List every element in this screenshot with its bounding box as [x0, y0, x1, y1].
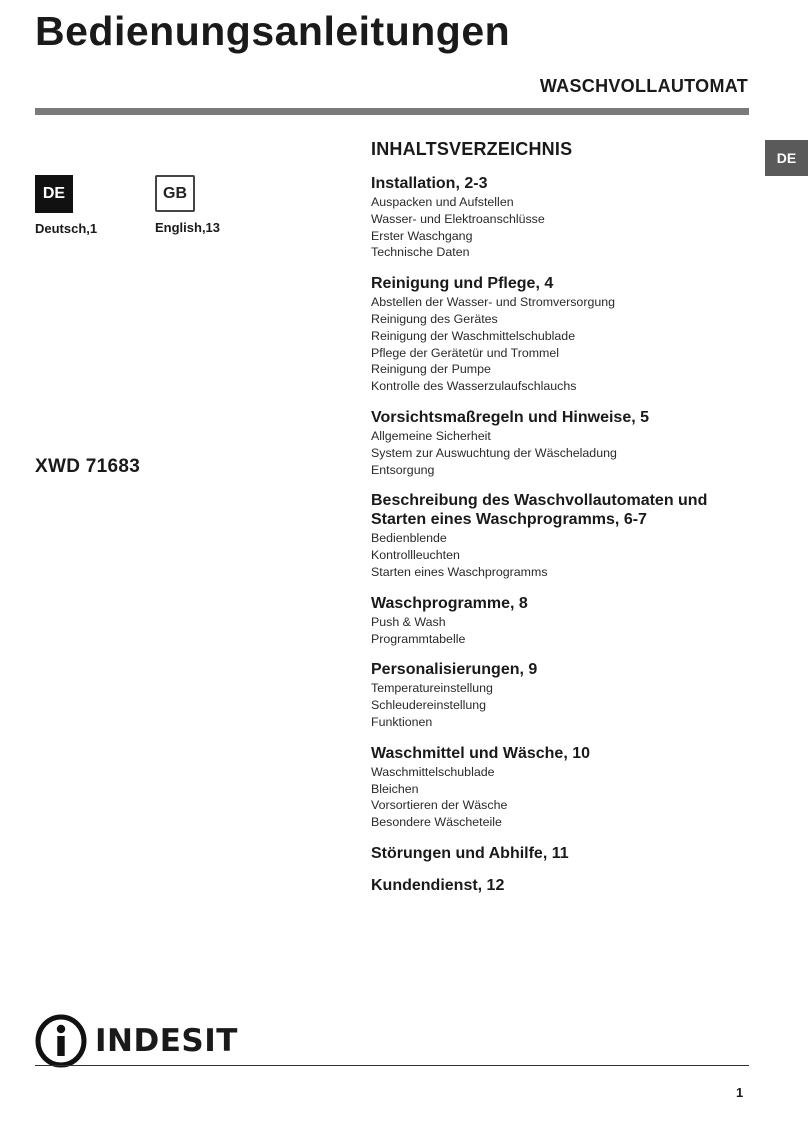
toc-section	[371, 594, 751, 648]
language-de-badge: DE	[35, 175, 73, 213]
toc-item[interactable]: Schleudereinstellung	[371, 698, 487, 713]
toc-section-title[interactable]: Beschreibung des Waschvollautomaten und Starten eines Waschprogramms, 6-7	[371, 492, 708, 529]
toc-section-title[interactable]: Waschprogramme, 8	[371, 594, 528, 612]
toc-item[interactable]: Erster Waschgang	[371, 228, 473, 243]
toc-item[interactable]: Abstellen der Wasser- und Stromversorgung	[371, 295, 616, 310]
toc-section-title[interactable]: Kundendienst, 12	[371, 876, 505, 894]
toc-item[interactable]: Reinigung der Pumpe	[371, 362, 491, 377]
document-subtitle: WASCHVOLLAUTOMAT	[539, 76, 748, 96]
toc-item[interactable]: Auspacken und Aufstellen	[371, 195, 514, 209]
header-divider	[35, 108, 749, 115]
toc-item[interactable]: Push & Wash	[371, 614, 446, 629]
toc-item[interactable]: Pflege der Gerätetür und Trommel	[371, 345, 560, 360]
toc-item[interactable]: Besondere Wäscheteile	[371, 815, 502, 830]
toc-item[interactable]: Bleichen	[371, 781, 419, 796]
language-de[interactable]	[35, 175, 97, 236]
toc-section	[371, 660, 751, 730]
page-title: Bedienungsanleitungen	[35, 8, 511, 54]
toc-item[interactable]: Waschmittelschublade	[371, 764, 495, 779]
toc-section	[371, 491, 751, 580]
toc-heading: INHALTSVERZEICHNIS	[371, 139, 573, 159]
toc-item[interactable]: Wasser- und Elektroanschlüsse	[371, 211, 545, 226]
toc-item[interactable]: Reinigung des Gerätes	[371, 311, 498, 326]
language-gb[interactable]	[155, 175, 220, 235]
language-side-tab: DE	[765, 140, 808, 176]
toc-section-title[interactable]: Vorsichtsmaßregeln und Hinweise, 5	[371, 408, 649, 426]
indesit-i-logo-icon	[34, 1014, 88, 1068]
toc-section-title[interactable]: Waschmittel und Wäsche, 10	[371, 744, 591, 762]
toc-section	[371, 174, 751, 261]
toc-item[interactable]: Bedienblende	[371, 531, 447, 546]
toc-item[interactable]: Funktionen	[371, 714, 433, 729]
toc-item[interactable]: Technische Daten	[371, 245, 470, 260]
toc-item[interactable]: Reinigung der Waschmittelschublade	[371, 328, 576, 343]
toc-section	[371, 274, 751, 395]
table-of-contents	[371, 139, 751, 908]
toc-section-title[interactable]: Personalisierungen, 9	[371, 661, 538, 679]
model-number: XWD 71683	[35, 456, 141, 477]
toc-section	[371, 876, 751, 895]
toc-item[interactable]: Kontrollleuchten	[371, 548, 460, 563]
toc-section	[371, 844, 751, 863]
toc-item[interactable]: System zur Auswuchtung der Wäscheladung	[371, 445, 617, 460]
toc-section-title[interactable]: Störungen und Abhilfe, 11	[371, 844, 569, 862]
toc-item[interactable]: Allgemeine Sicherheit	[371, 428, 491, 443]
toc-item[interactable]: Vorsortieren der Wäsche	[371, 798, 508, 813]
brand-name: INDESIT	[95, 1023, 238, 1059]
toc-section	[371, 408, 751, 478]
page-number: 1	[736, 1085, 744, 1100]
toc-section-title[interactable]: Reinigung und Pflege, 4	[371, 275, 554, 293]
toc-section	[371, 744, 751, 831]
language-gb-badge: GB	[155, 175, 195, 212]
language-gb-label: English,13	[155, 220, 221, 235]
toc-item[interactable]: Starten eines Waschprogramms	[371, 564, 548, 579]
toc-section-title[interactable]: Installation, 2-3	[371, 175, 488, 192]
toc-item[interactable]: Temperatureinstellung	[371, 681, 493, 696]
toc-item[interactable]: Kontrolle des Wasserzulaufschlauchs	[371, 379, 577, 394]
brand-logo	[34, 1014, 238, 1068]
toc-item[interactable]: Programmtabelle	[371, 631, 466, 646]
footer-divider	[35, 1065, 749, 1066]
toc-item[interactable]: Entsorgung	[371, 462, 435, 477]
language-de-label: Deutsch,1	[35, 221, 98, 236]
toc-sections	[371, 174, 751, 895]
